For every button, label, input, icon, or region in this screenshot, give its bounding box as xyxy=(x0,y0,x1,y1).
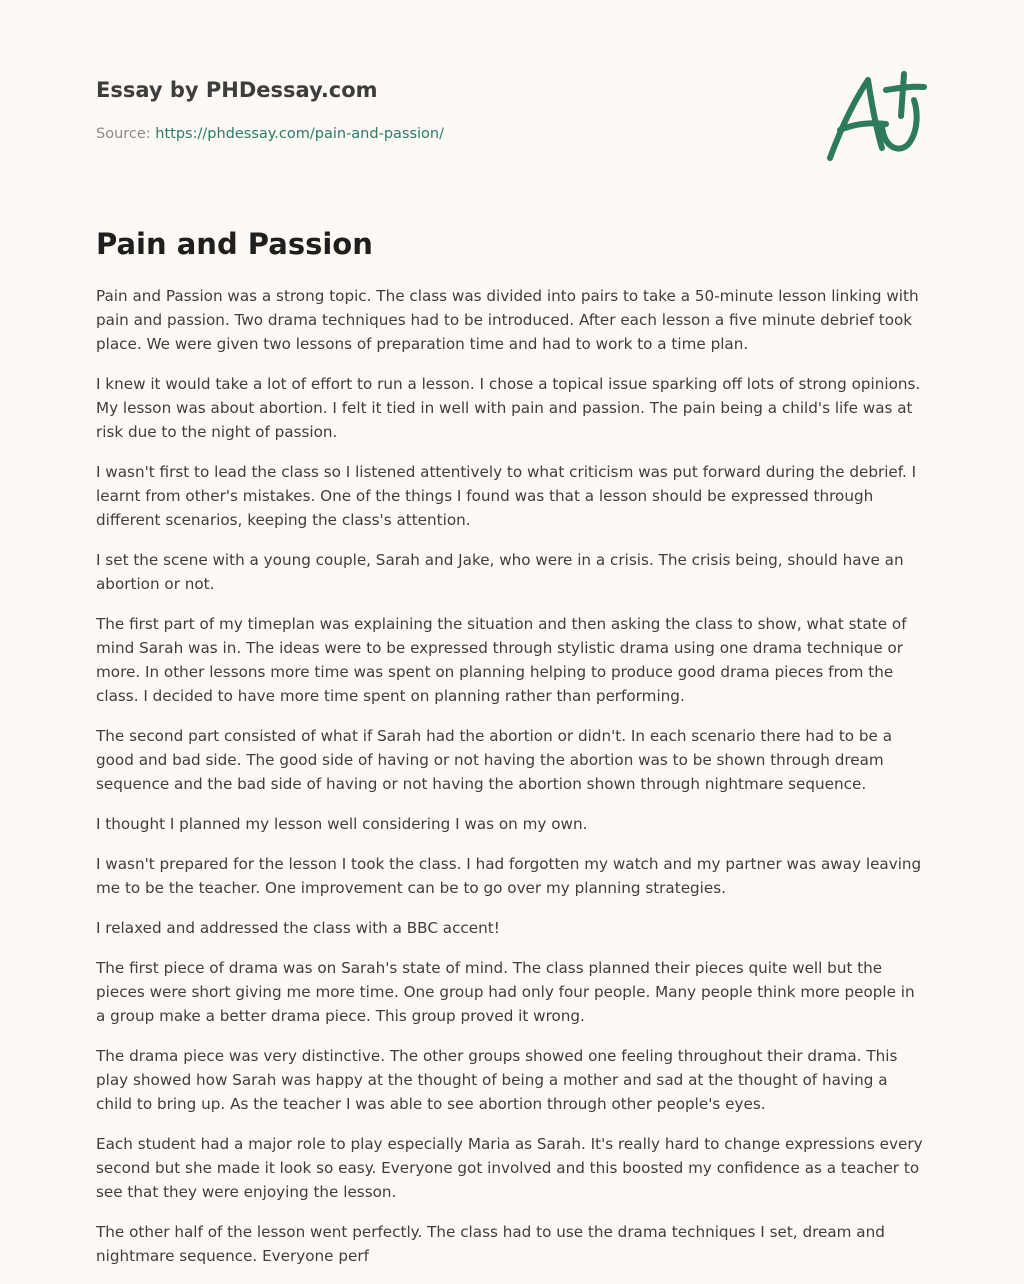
paragraph: Each student had a major role to play especially Maria as Sarah. It's really hard to change expressions every second but she made it look so easy. Everyone got involved and this boosted my confidence as a teacher to see that they were enjoying the lesson. xyxy=(96,1135,923,1201)
source-label: Source: xyxy=(96,126,151,142)
paragraph: The other half of the lesson went perfectly. The class had to use the drama techniques I set, dream and nightmare sequence. Everyone perf xyxy=(96,1223,885,1265)
source-line xyxy=(96,124,816,144)
paragraph: The second part consisted of what if Sarah had the abortion or didn't. In each scenario there had to be a good and bad side. The good side of having or not having the abortion was to be shown through dream sequence and the bad side of having or not having the abortion shown through nightmare sequence. xyxy=(96,727,893,793)
paragraph: The drama piece was very distinctive. The other groups showed one feeling throughout their drama. This play showed how Sarah was happy at the thought of being a mother and sad at the thought of having a child to bring up. As the teacher I was able to see abortion through other people's eyes. xyxy=(96,1047,898,1113)
paragraph: I relaxed and addressed the class with a BBC accent! xyxy=(96,919,500,937)
paragraph: The first piece of drama was on Sarah's state of mind. The class planned their pieces quite well but the pieces were short giving me more time. One group had only four people. Many people think more people in a group make a better drama piece. This group proved it wrong. xyxy=(96,959,915,1025)
paragraph: The first part of my timeplan was explaining the situation and then asking the class to show, what state of mind Sarah was in. The ideas were to be expressed through stylistic drama using one drama technique or more. In other lessons more time was spent on planning helping to produce good drama pieces from the class. I decided to have more time spent on planning rather than performing. xyxy=(96,615,907,705)
paragraph: Pain and Passion was a strong topic. The class was divided into pairs to take a 50-minute lesson linking with pain and passion. Two drama techniques had to be introduced. After each lesson a five minute debrief took place. We were given two lessons of preparation time and had to work to a time plan. xyxy=(96,287,919,353)
paragraph: I wasn't prepared for the lesson I took the class. I had forgotten my watch and my partner was away leaving me to be the teacher. One improvement can be to go over my planning strategies. xyxy=(96,855,922,897)
article-body xyxy=(96,284,928,1284)
article-title: Pain and Passion xyxy=(96,227,373,261)
paragraph: I knew it would take a lot of effort to run a lesson. I chose a topical issue sparking off lots of strong opinions. My lesson was about abortion. I felt it tied in well with pain and passion. The pain being a child's life was at risk due to the night of passion. xyxy=(96,375,921,441)
paragraph: I wasn't first to lead the class so I listened attentively to what criticism was put forward during the debrief. I learnt from other's mistakes. One of the things I found was that a lesson should be expressed through different scenarios, keeping the class's attention. xyxy=(96,463,917,529)
paragraph: I set the scene with a young couple, Sarah and Jake, who were in a crisis. The crisis being, should have an abortion or not. xyxy=(96,551,904,593)
essay-header xyxy=(96,76,816,144)
paragraph: I thought I planned my lesson well considering I was on my own. xyxy=(96,815,588,833)
a-plus-grade-icon xyxy=(820,66,930,166)
source-link[interactable]: https://phdessay.com/pain-and-passion/ xyxy=(155,126,444,142)
site-title: Essay by PHDessay.com xyxy=(96,78,378,102)
